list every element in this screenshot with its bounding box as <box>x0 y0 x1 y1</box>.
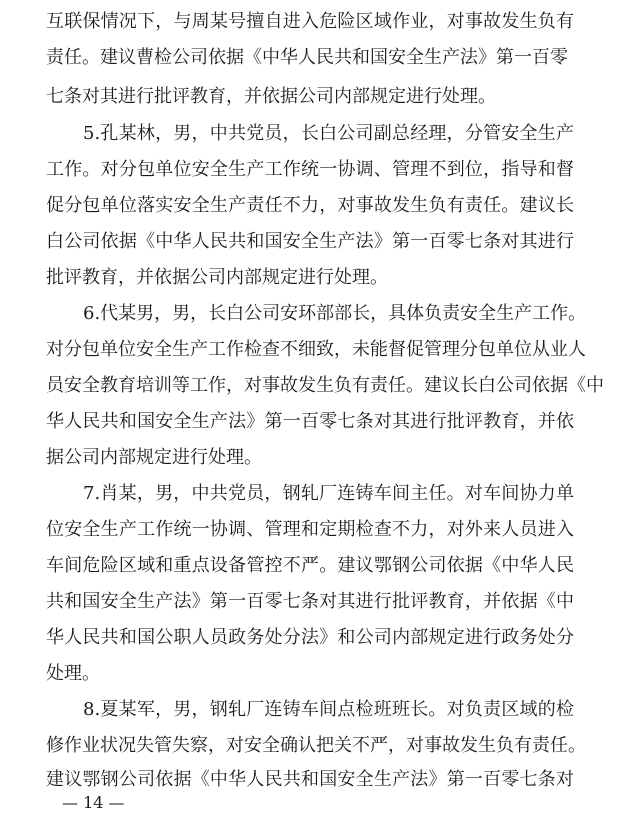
page-number: — 14 — <box>62 793 125 812</box>
text-line: 批评教育，并依据公司内部规定进行处理。 <box>46 267 388 288</box>
text-line: 5.孔某林，男，中共党员，长白公司副总经理，分管安全生产 <box>83 123 574 144</box>
text-line: 6.代某男，男，长白公司安环部部长，具体负责安全生产工作。 <box>83 303 587 324</box>
text-line: 互联保情况下，与周某号擅自进入危险区域作业，对事故发生负有 <box>46 11 574 32</box>
text-line: 建议鄂钢公司依据《中华人民共和国安全生产法》第一百零七条对 <box>46 769 574 790</box>
text-line: 8.夏某军，男，钢轧厂连铸车间点检班班长。对负责区域的检 <box>83 699 574 720</box>
text-line: 位安全生产工作统一协调、管理和定期检查不力，对外来人员进入 <box>46 519 574 540</box>
text-line: 对分包单位安全生产工作检查不细致，未能督促管理分包单位从业人 <box>46 339 586 360</box>
text-line: 处理。 <box>46 663 100 684</box>
text-line: 员安全教育培训等工作，对事故发生负有责任。建议长白公司依据《中 <box>46 375 604 396</box>
text-line: 促分包单位落实安全生产责任不力，对事故发生负有责任。建议长 <box>46 195 574 216</box>
text-line: 七条对其进行批评教育，并依据公司内部规定进行处理。 <box>46 86 496 107</box>
text-line: 华人民共和国公职人员政务处分法》和公司内部规定进行政务处分 <box>46 627 574 648</box>
text-line: 共和国安全生产法》第一百零七条对其进行批评教育，并依据《中 <box>46 591 574 612</box>
text-line: 7.肖某，男，中共党员，钢轧厂连铸车间主任。对车间协力单 <box>83 483 574 504</box>
text-line: 工作。对分包单位安全生产工作统一协调、管理不到位，指导和督 <box>46 159 574 180</box>
text-line: 白公司依据《中华人民共和国安全生产法》第一百零七条对其进行 <box>46 231 574 252</box>
text-line: 责任。建议曹检公司依据《中华人民共和国安全生产法》第一百零 <box>46 47 568 68</box>
text-line: 修作业状况失管失察，对安全确认把关不严，对事故发生负有责任。 <box>46 735 586 756</box>
text-line: 华人民共和国安全生产法》第一百零七条对其进行批评教育，并依 <box>46 411 574 432</box>
text-line: 车间危险区域和重点设备管控不严。建议鄂钢公司依据《中华人民 <box>46 555 574 576</box>
text-line: 据公司内部规定进行处理。 <box>46 447 262 468</box>
